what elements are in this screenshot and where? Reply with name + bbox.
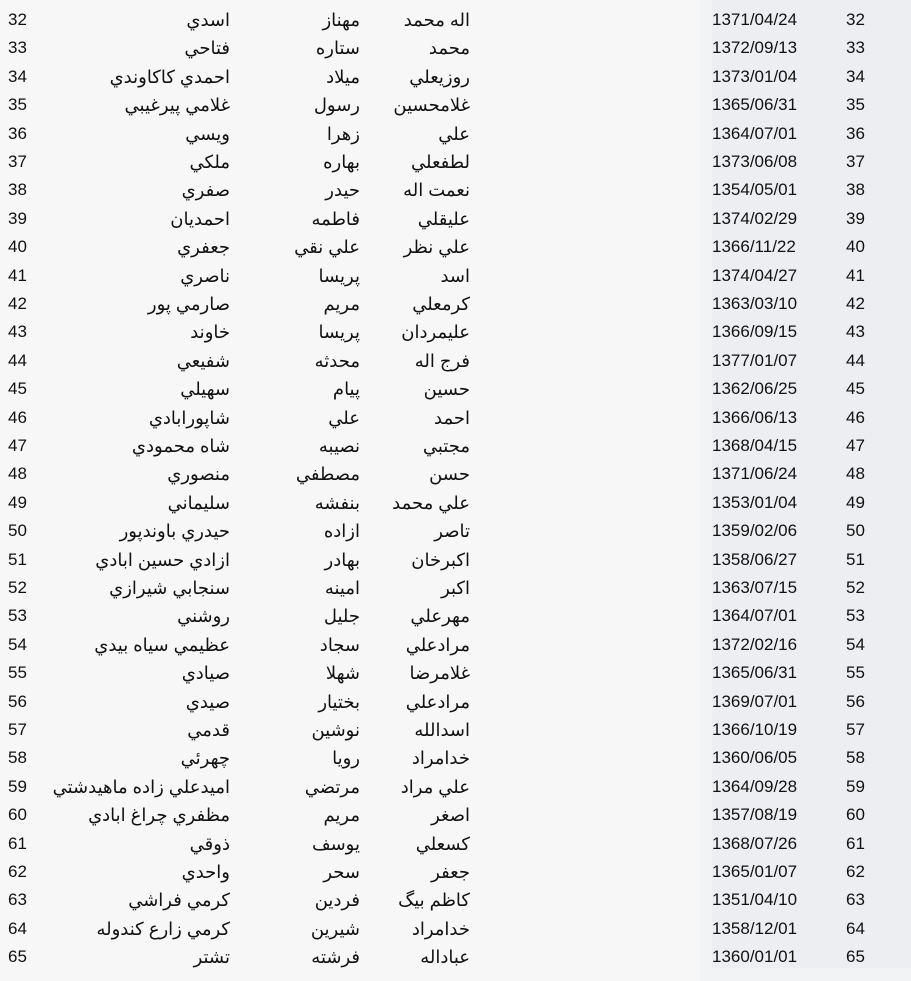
row-number-right: 42 [846, 294, 865, 313]
table-row [0, 602, 911, 630]
birth-date: 1354/05/01 [712, 180, 798, 200]
family-name: تشتر [193, 947, 230, 968]
row-number-right: 36 [846, 123, 865, 143]
first-name: علي [328, 407, 360, 428]
row-number-left: 42 [8, 294, 27, 313]
row-number-left: 53 [8, 606, 27, 626]
table-row [0, 6, 911, 34]
family-name: عظيمي سياه بيدي [94, 634, 230, 655]
birth-date: 1360/06/05 [712, 748, 798, 768]
row-number-right: 65 [846, 947, 865, 967]
family-name: جعفري [177, 237, 230, 258]
row-number-left: 60 [8, 805, 27, 825]
father-name: اكبرخان [411, 549, 470, 570]
first-name: بختيار [318, 691, 360, 712]
first-name: مريم [323, 805, 360, 826]
row-number-left: 56 [8, 691, 27, 711]
row-number-left: 40 [8, 237, 27, 257]
family-name: قدمي [187, 720, 230, 740]
first-name: امينه [324, 578, 360, 598]
table-row [0, 290, 911, 318]
first-name: محدثه [314, 350, 360, 371]
row-number-right: 40 [846, 237, 865, 257]
father-name: مرادعلي [405, 691, 470, 712]
birth-date: 1364/07/01 [712, 123, 798, 143]
father-name: غلامرضا [409, 663, 470, 684]
father-name: مجتبي [422, 436, 470, 456]
first-name: مرتضي [304, 776, 360, 797]
father-name: حسن [429, 464, 470, 485]
birth-date: 1372/09/13 [712, 38, 798, 58]
row-number-right: 64 [846, 918, 865, 938]
birth-date: 1364/09/28 [712, 776, 798, 796]
birth-date: 1373/01/04 [712, 66, 798, 86]
family-name: سليماني [167, 492, 230, 513]
table-row [0, 176, 911, 204]
father-name: علي مراد [400, 776, 470, 797]
row-number-left: 62 [8, 862, 27, 881]
father-name: لطفعلي [410, 152, 470, 172]
table-row [0, 347, 911, 375]
table-row [0, 546, 911, 574]
row-number-right: 60 [846, 805, 865, 825]
row-number-right: 37 [846, 152, 865, 171]
birth-date: 1360/01/01 [712, 947, 798, 967]
father-name: محمد [428, 38, 470, 59]
birth-date: 1368/04/15 [712, 436, 798, 455]
table-row [0, 943, 911, 971]
first-name: رويا [332, 748, 360, 769]
row-number-right: 58 [846, 748, 865, 768]
birth-date: 1366/06/13 [712, 407, 798, 427]
birth-date: 1377/01/07 [712, 350, 798, 370]
row-number-left: 32 [8, 10, 27, 29]
table-row [0, 91, 911, 119]
first-name: علي نقي [294, 237, 360, 258]
row-number-left: 59 [8, 776, 27, 796]
family-name: صفري [181, 180, 230, 201]
first-name: شهلا [325, 663, 360, 684]
father-name: كاظم بيگ [398, 890, 470, 911]
first-name: بهادر [324, 549, 360, 570]
family-name: سهيلي [180, 379, 230, 400]
family-name: احمدي كاكاوندي [109, 66, 230, 87]
table-row [0, 460, 911, 488]
table-row [0, 517, 911, 545]
first-name: فرشته [311, 947, 360, 968]
table-row [0, 375, 911, 403]
family-name: احمديان [170, 208, 230, 229]
family-name: چهرئي [180, 748, 230, 769]
family-name: مظفري چراغ ابادي [88, 805, 230, 826]
birth-date: 1366/09/15 [712, 322, 798, 342]
row-number-right: 62 [846, 862, 865, 881]
father-name: تاصر [434, 521, 470, 542]
birth-date: 1374/02/29 [712, 208, 798, 228]
birth-date: 1353/01/04 [712, 492, 798, 512]
father-name: علي نظر [403, 237, 470, 258]
row-number-left: 61 [8, 833, 27, 853]
table-row [0, 801, 911, 829]
table-row [0, 744, 911, 772]
birth-date: 1369/07/01 [712, 691, 798, 711]
table-row [0, 688, 911, 716]
first-name: يوسف [311, 833, 360, 854]
first-name: ازاده [323, 521, 360, 542]
father-name: اله محمد [403, 10, 470, 30]
table-row [0, 432, 911, 460]
father-name: روزيعلي [409, 66, 470, 87]
father-name: عليمردان [401, 322, 470, 343]
row-number-left: 33 [8, 38, 27, 58]
row-number-left: 55 [8, 663, 27, 683]
family-name: ازادي حسين ابادي [95, 549, 230, 570]
father-name: نعمت اله [403, 180, 470, 201]
row-number-right: 57 [846, 720, 865, 739]
row-number-right: 56 [846, 691, 865, 711]
row-number-right: 53 [846, 606, 865, 626]
row-number-right: 43 [846, 322, 865, 342]
table-row [0, 716, 911, 744]
birth-date: 1357/08/19 [712, 805, 798, 825]
family-name: فتاحي [184, 38, 230, 59]
birth-date: 1366/11/22 [712, 237, 796, 257]
row-number-right: 38 [846, 180, 865, 200]
birth-date: 1373/06/08 [712, 152, 798, 171]
family-name: ويسي [185, 123, 230, 144]
birth-date: 1365/06/31 [712, 95, 798, 115]
first-name: پريسا [318, 265, 360, 286]
row-number-right: 34 [846, 66, 865, 86]
first-name: بهاره [323, 152, 360, 172]
table-row [0, 773, 911, 801]
first-name: مهناز [322, 10, 360, 30]
first-name: پريسا [318, 322, 360, 343]
birth-date: 1358/06/27 [712, 549, 798, 569]
table-row [0, 404, 911, 432]
birth-date: 1364/07/01 [712, 606, 798, 626]
first-name: پيام [332, 379, 360, 400]
first-name: نوشين [311, 720, 360, 740]
row-number-left: 36 [8, 123, 27, 143]
family-name: ملكي [189, 152, 230, 172]
table-row [0, 318, 911, 346]
birth-date: 1365/06/31 [712, 663, 798, 683]
birth-date: 1374/04/27 [712, 265, 798, 285]
row-number-right: 32 [846, 10, 865, 29]
first-name: زهرا [326, 123, 360, 144]
row-number-right: 44 [846, 350, 865, 370]
row-number-left: 43 [8, 322, 27, 342]
row-number-left: 37 [8, 152, 27, 171]
row-number-right: 47 [846, 436, 865, 455]
row-number-right: 49 [846, 492, 865, 512]
father-name: اكبر [441, 578, 470, 598]
row-number-left: 58 [8, 748, 27, 768]
row-number-left: 52 [8, 578, 27, 597]
row-number-right: 52 [846, 578, 865, 597]
first-name: نصيبه [318, 436, 360, 456]
row-number-left: 35 [8, 95, 27, 115]
table-row [0, 830, 911, 858]
first-name: فاطمه [311, 208, 360, 229]
father-name: اصغر [431, 805, 470, 826]
row-number-right: 59 [846, 776, 865, 796]
row-number-left: 65 [8, 947, 27, 967]
row-number-left: 51 [8, 549, 27, 569]
father-name: غلامحسين [393, 95, 470, 116]
table-row [0, 262, 911, 290]
birth-date: 1359/02/06 [712, 521, 798, 541]
row-number-right: 61 [846, 833, 865, 853]
row-number-left: 47 [8, 436, 27, 455]
first-name: ستاره [315, 38, 360, 59]
table-row [0, 205, 911, 233]
row-number-right: 55 [846, 663, 865, 683]
family-name: صيادي [181, 663, 230, 684]
birth-date: 1371/06/24 [712, 464, 798, 484]
family-name: ذوقي [189, 833, 230, 854]
row-number-left: 57 [8, 720, 27, 739]
table-row [0, 34, 911, 62]
row-number-left: 38 [8, 180, 27, 200]
table-row [0, 915, 911, 943]
first-name: سحر [323, 862, 360, 882]
father-name: عباداله [420, 947, 470, 968]
row-number-left: 41 [8, 265, 27, 285]
table-row [0, 63, 911, 91]
birth-date: 1372/02/16 [712, 634, 798, 654]
birth-date: 1362/06/25 [712, 379, 798, 399]
first-name: ميلاد [326, 66, 360, 87]
table-row [0, 489, 911, 517]
row-number-left: 44 [8, 350, 27, 370]
family-name: اسدي [186, 10, 230, 30]
father-name: فرج اله [414, 350, 470, 371]
family-name: واحدي [181, 862, 230, 882]
family-name: شاه محمودي [131, 436, 230, 456]
row-number-left: 48 [8, 464, 27, 484]
row-number-right: 35 [846, 95, 865, 115]
family-name: ناصري [180, 265, 230, 286]
row-number-left: 54 [8, 634, 27, 654]
row-number-right: 39 [846, 208, 865, 228]
family-name: منصوري [167, 464, 230, 485]
father-name: احمد [434, 407, 470, 428]
father-name: كرمعلي [412, 294, 470, 314]
family-name: غلامي پيرغيبي [124, 95, 230, 116]
first-name: مريم [323, 294, 360, 314]
birth-date: 1363/03/10 [712, 294, 798, 313]
father-name: علي محمد [392, 492, 470, 513]
table-row [0, 659, 911, 687]
row-number-left: 50 [8, 521, 27, 541]
row-number-left: 45 [8, 379, 27, 399]
table-row [0, 858, 911, 886]
row-number-right: 46 [846, 407, 865, 427]
first-name: جليل [323, 606, 360, 627]
row-number-right: 45 [846, 379, 865, 399]
first-name: رسول [313, 95, 360, 116]
row-number-right: 51 [846, 549, 865, 569]
father-name: جعفر [431, 862, 470, 882]
first-name: بنفشه [314, 492, 360, 513]
family-name: روشني [177, 606, 230, 627]
row-number-right: 33 [846, 38, 865, 58]
family-name: اميدعلي زاده ماهيدشتي [52, 776, 230, 797]
birth-date: 1365/01/07 [712, 862, 798, 881]
family-name: كرمي فراشي [128, 890, 230, 911]
birth-date: 1366/10/19 [712, 720, 798, 739]
row-number-left: 63 [8, 890, 27, 910]
first-name: سجاد [319, 634, 360, 655]
family-name: شاپورابادي [148, 407, 230, 428]
row-number-left: 46 [8, 407, 27, 427]
family-name: صارمي پور [147, 294, 230, 314]
row-number-right: 54 [846, 634, 865, 654]
row-number-right: 48 [846, 464, 865, 484]
row-number-left: 34 [8, 66, 27, 86]
father-name: اسدالله [414, 720, 470, 740]
birth-date: 1371/04/24 [712, 10, 798, 29]
first-name: شيرين [310, 918, 360, 939]
row-number-left: 49 [8, 492, 27, 512]
table-row [0, 120, 911, 148]
family-name: كرمي زارع كندوله [96, 918, 230, 939]
birth-date: 1358/12/01 [712, 918, 798, 938]
first-name: مصطفي [295, 464, 360, 485]
father-name: عليقلي [417, 208, 470, 229]
father-name: حسين [423, 379, 470, 400]
family-name: حيدري باوندپور [119, 521, 230, 542]
first-name: حيدر [325, 180, 360, 201]
father-name: خدامراد [411, 918, 470, 939]
father-name: مهرعلي [410, 606, 470, 627]
family-name: صيدي [185, 691, 230, 712]
birth-date: 1363/07/15 [712, 578, 798, 597]
row-number-right: 50 [846, 521, 865, 541]
row-number-right: 41 [846, 265, 865, 285]
birth-date: 1368/07/26 [712, 833, 798, 853]
family-name: خاوند [190, 322, 230, 343]
family-name: سنجابي شيرازي [109, 578, 230, 598]
row-number-left: 39 [8, 208, 27, 228]
family-name: شفيعي [176, 350, 230, 371]
first-name: فردين [314, 890, 360, 911]
table-row [0, 574, 911, 602]
table-row [0, 148, 911, 176]
father-name: كسعلي [415, 833, 470, 854]
father-name: علي [438, 123, 470, 144]
father-name: اسد [440, 265, 470, 286]
table-row [0, 233, 911, 261]
father-name: مرادعلي [405, 634, 470, 655]
row-number-right: 63 [846, 890, 865, 910]
table-row [0, 631, 911, 659]
row-number-left: 64 [8, 918, 27, 938]
father-name: خدامراد [411, 748, 470, 769]
table-row [0, 886, 911, 914]
birth-date: 1351/04/10 [712, 890, 798, 910]
